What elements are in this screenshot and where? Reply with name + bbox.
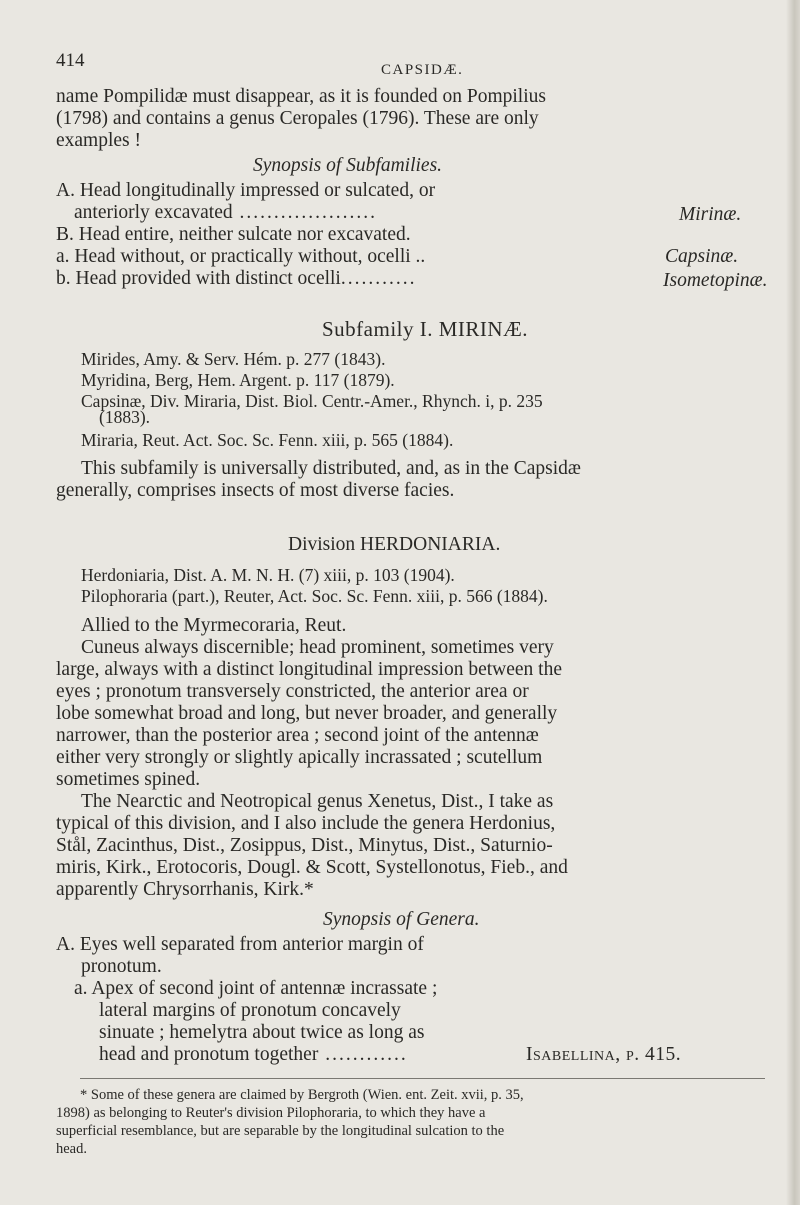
division-heading: Division HERDONIARIA. (288, 534, 501, 555)
intro-line-1: name Pompilidæ must disappear, as it is founded on Pompilius (56, 86, 546, 107)
nearctic-line-4: miris, Kirk., Erotocoris, Dougl. & Scott, Systellonotus, Fieb., and (56, 857, 568, 878)
nearctic-line-1: The Nearctic and Neotropical genus Xenetus, Dist., I take as (81, 791, 554, 812)
subfamily-heading: Subfamily I. MIRINÆ. (322, 317, 528, 341)
running-head: CAPSIDÆ. (381, 62, 464, 78)
key1-a-line1: A. Head longitudinally impressed or sulcated, or (56, 180, 436, 201)
key1-a-line2: anteriorly excavated .................... (74, 202, 377, 223)
subfamily-ref-2: Myridina, Berg, Hem. Argent. p. 117 (1879). (81, 370, 395, 390)
footnote-rule (80, 1078, 765, 1079)
synopsis-genera-title: Synopsis of Genera. (323, 909, 480, 930)
cuneus-line-3: eyes ; pronotum transversely constricted, the anterior area or (56, 681, 529, 702)
key2-a-line2: pronotum. (81, 956, 162, 977)
subfamily-ref-4: Miraria, Reut. Act. Soc. Sc. Fenn. xiii, p. 565 (1884). (81, 430, 454, 450)
cuneus-line-6: either very strongly or slightly apically incrassated ; scutellum (56, 747, 543, 768)
page-number: 414 (56, 50, 85, 71)
subfamily-ref-3b: (1883). (99, 407, 151, 427)
key2-aa-line1: a. Apex of second joint of antennæ incrassate ; (74, 978, 438, 999)
nearctic-line-5: apparently Chrysorrhanis, Kirk.* (56, 879, 314, 900)
key2-aa-line3: sinuate ; hemelytra about twice as long as (99, 1022, 425, 1043)
footnote-line-4: head. (56, 1141, 87, 1157)
key2-aa-line5: head and pronotum together ............ (99, 1044, 408, 1065)
intro-line-3: examples ! (56, 130, 142, 151)
key2-aa-line2: lateral margins of pronotum concavely (99, 1000, 401, 1021)
nearctic-line-2: typical of this division, and I also include the genera Herdonius, (56, 813, 556, 834)
key1-bb-result: Isometopinæ. (663, 270, 768, 291)
key1-a-result: Mirinæ. (679, 204, 742, 225)
nearctic-line-3: Stål, Zacinthus, Dist., Zosippus, Dist., Minytus, Dist., Saturnio- (56, 835, 553, 856)
synopsis-subfamilies-title: Synopsis of Subfamilies. (253, 155, 443, 176)
cuneus-line-7: sometimes spined. (56, 769, 201, 790)
division-ref-1: Herdoniaria, Dist. A. M. N. H. (7) xiii, p. 103 (1904). (81, 565, 455, 585)
subfamily-para-line-2: generally, comprises insects of most diverse facies. (56, 480, 455, 501)
division-ref-2: Pilophoraria (part.), Reuter, Act. Soc. Sc. Fenn. xiii, p. 566 (1884). (81, 586, 548, 606)
key1-ba-result: Capsinæ. (665, 246, 739, 267)
subfamily-ref-1: Mirides, Amy. & Serv. Hém. p. 277 (1843). (81, 349, 386, 369)
key1-bb-line: b. Head provided with distinct ocelli........... (56, 268, 417, 289)
cuneus-line-2: large, always with a distinct longitudinal impression between the (56, 659, 562, 680)
cuneus-line-5: narrower, than the posterior area ; second joint of the antennæ (56, 725, 539, 746)
allied-line: Allied to the Myrmecoraria, Reut. (81, 615, 347, 636)
key1-b-line: B. Head entire, neither sulcate nor excavated. (56, 224, 411, 245)
footnote-line-3: superficial resemblance, but are separable by the longitudinal sulcation to the (56, 1123, 505, 1139)
subfamily-para-line-1: This subfamily is universally distributed, and, as in the Capsidæ (81, 458, 581, 479)
footnote-line-1: * Some of these genera are claimed by Bergroth (Wien. ent. Zeit. xvii, p. 35, (80, 1087, 524, 1103)
cuneus-line-1: Cuneus always discernible; head prominent, sometimes very (81, 637, 554, 658)
key2-a-line1: A. Eyes well separated from anterior margin of (56, 934, 424, 955)
key1-ba-line: a. Head without, or practically without, ocelli .. (56, 246, 426, 267)
cuneus-line-4: lobe somewhat broad and long, but never broader, and generally (56, 703, 558, 724)
footnote-line-2: 1898) as belonging to Reuter's division Pilophoraria, to which they have a (56, 1105, 486, 1121)
key2-result: Isabellina, p. 415. (526, 1044, 682, 1065)
intro-line-2: (1798) and contains a genus Ceropales (1796). These are only (56, 108, 539, 129)
subfamily-ref-3: Capsinæ, Div. Miraria, Dist. Biol. Centr.-Amer., Rhynch. i, p. 235 (81, 391, 543, 411)
